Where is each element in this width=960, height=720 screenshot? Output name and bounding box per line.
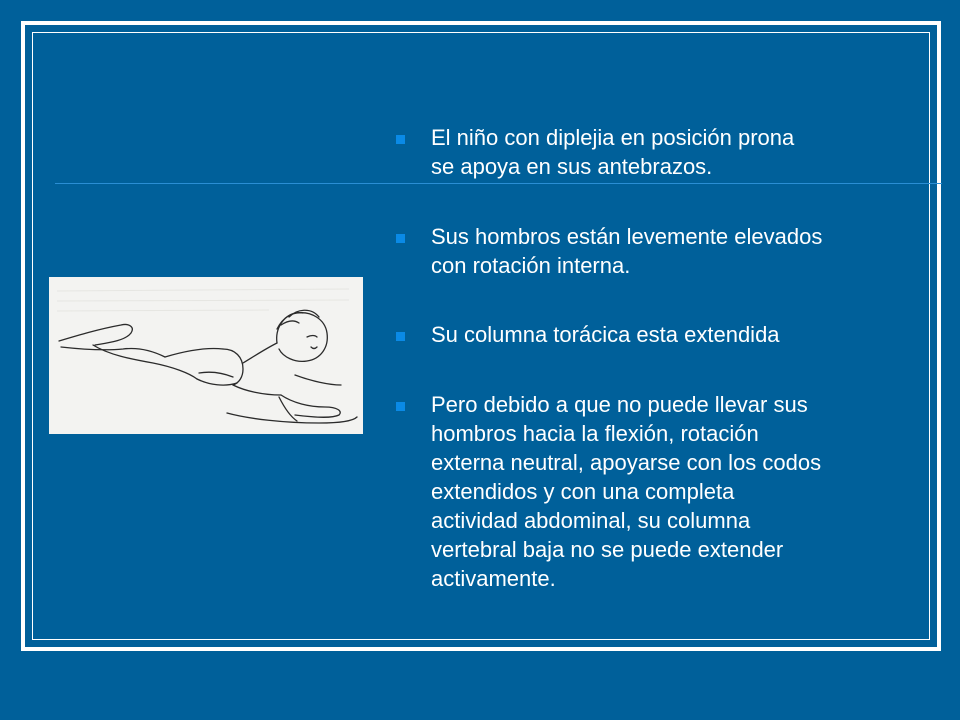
bullet-item-thoracic-spine: [392, 320, 780, 349]
bullet-item-prone-position: [392, 123, 794, 181]
bullet-text: Su columna torácica esta extendida: [431, 322, 780, 347]
square-bullet-icon: [396, 135, 405, 144]
square-bullet-icon: [396, 332, 405, 341]
bullet-item-lower-spine: [392, 390, 821, 593]
bullet-item-shoulders: [392, 222, 822, 280]
square-bullet-icon: [396, 234, 405, 243]
square-bullet-icon: [396, 402, 405, 411]
bullet-text: Pero debido a que no puede llevar sus hombros hacia la flexión, rotación externa neutral, apoyarse con los codos extendidos y con una completa actividad abdominal, su columna vertebral baja no se puede extender activamente.: [431, 392, 822, 591]
bullet-text: Sus hombros están levemente elevados con rotación interna.: [431, 224, 823, 278]
bullet-text: El niño con diplejia en posición prona se apoya en sus antebrazos.: [431, 125, 795, 179]
title-divider-line: [55, 183, 942, 184]
child-prone-sketch-drawing: [49, 277, 363, 434]
child-prone-sketch-image: [49, 277, 363, 434]
